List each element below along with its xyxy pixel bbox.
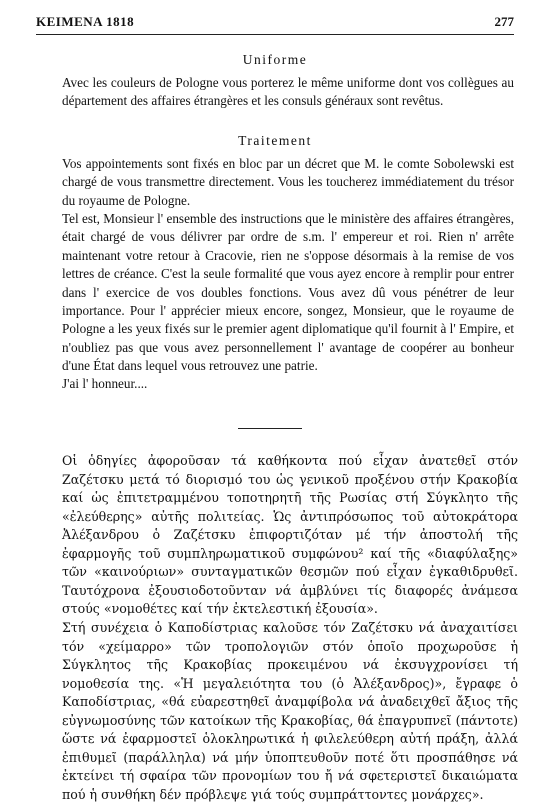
- greek-paragraph-2: Στή συνέχεια ὁ Καποδίστριας καλοῦσε τόν Ζαζέτσκυ νά ἀναχαιτίσει τόν «χείμαρρο» τῶν τροπολογιῶν στόν ὁποῖο προχωροῦσε ἡ Σύγκλητος τῆς Κρακοβίας προκειμένου νά ἐκσυγχρονίσει τή νομοθεσία της. «Ἡ μεγαλειότητα του (ὁ Ἀλέξανδρος)», ἔγραφε ὁ Καποδίστριας, «θά εὐαρεστηθεῖ ἀναμφίβολα νά ἀναδειχθεῖ ἄξιος τῆς εὐγνωμοσύνης τῶν κατοίκων τῆς Κρακοβίας, θά ἐπαγρυπνεῖ (πάντοτε) ὥστε νά ἐφαρμοστεῖ ὁλοκληρωτικά ἡ φιλελεύθερη αὐτή πράξη, ἀλλά ἐπιθυμεῖ (παράλληλα) νά μήν ὑποπτευθοῦν ποτέ ὅτι προσπάθησε νά ἐκτείνει τή σφαίρα τῶν προνομίων του ἤ νά σφετεριστεῖ δικαιώματα πού ἡ συνθήκη δέν πρόβλεψε γιά τούς συμπράττοντες μονάρχες».: [62, 620, 518, 802]
- section-divider: [238, 428, 302, 429]
- section-heading-traitement: Traitement: [238, 133, 312, 148]
- paragraph-closing: Tel est, Monsieur l' ensemble des instructions que le ministère des affaires étrangères, était chargé de vous délivrer par ordre de s.m. l' empereur et roi. Rien n' arrête maintenant votre retour à Cracovie, rien ne s'oppose désormais à la remise de vos lettres de créance. C'est la seule formalité que vous ayez encore à remplir pour entrer dans l' exercice de vos doubles fonctions. Vous avez dû vous pénétrer de leur importance. Pour l' apprécier mieux encore, songez, Monsieur, que le royaume de Pologne a les yeux fixés sur le premier agent diplomatique qu'il fournit à l' Empire, et n'oubliez pas que vous avez personnellement l' avantage de coopérer au bonheur d'une État dans lequel vous retrouvez une patrie.: [62, 211, 514, 374]
- page-number: 277: [494, 14, 514, 29]
- paragraph-traitement: Vos appointements sont fixés en bloc par un décret que M. le comte Sobolewski est chargé de vous transmettre directement. Vous les toucherez immédiatement du trésor du royaume de Pologne.: [62, 156, 514, 208]
- greek-paragraph-1: Οἱ ὁδηγίες ἀφοροῦσαν τά καθήκοντα πού εἶχαν ἀνατεθεῖ στόν Ζαζέτσκυ μετά τό διορισμό του ὡς γενικοῦ προξένου στήν Κρακοβία καί ὡς ἐπιτετραμμένου τοποτηρητῆ τῆς Ρωσίας στή Σύγκλητο τῆς «ἐλεύθερης» αὐτῆς πολιτείας. Ὡς ἀντιπρόσωπος τοῦ αὐτοκράτορα Ἀλέξανδρου ὁ Ζαζέτσκυ ἐπιφορτιζόταν μέ τήν ἀποστολή τῆς ἐφαρμογῆς τοῦ συμπληρωματικοῦ συμφώνου² καί τῆς «διαφύλαξης» τῶν «καινούριων» συνταγματικῶν θεσμῶν πού εἶχαν ἐγκαθιδρυθεῖ. Ταυτόχρονα ἐξουσιοδοτοῦνταν νά ἀμβλύνει τίς διαφορές ἀνάμεσα στούς «νομοθέτες καί τήν ἐκτελεστική ἐξουσία».: [62, 453, 518, 616]
- running-header: [36, 12, 514, 35]
- running-title: ΚΕΙΜΕΝΑ 1818: [36, 14, 135, 29]
- section-heading-uniforme: Uniforme: [242, 52, 308, 67]
- paragraph-uniforme: Avec les couleurs de Pologne vous porterez le même uniforme dont vos collègues au département des affaires étrangères et les consuls généraux sont revêtus.: [62, 75, 514, 109]
- signoff: J'ai l' honneur....: [62, 376, 148, 391]
